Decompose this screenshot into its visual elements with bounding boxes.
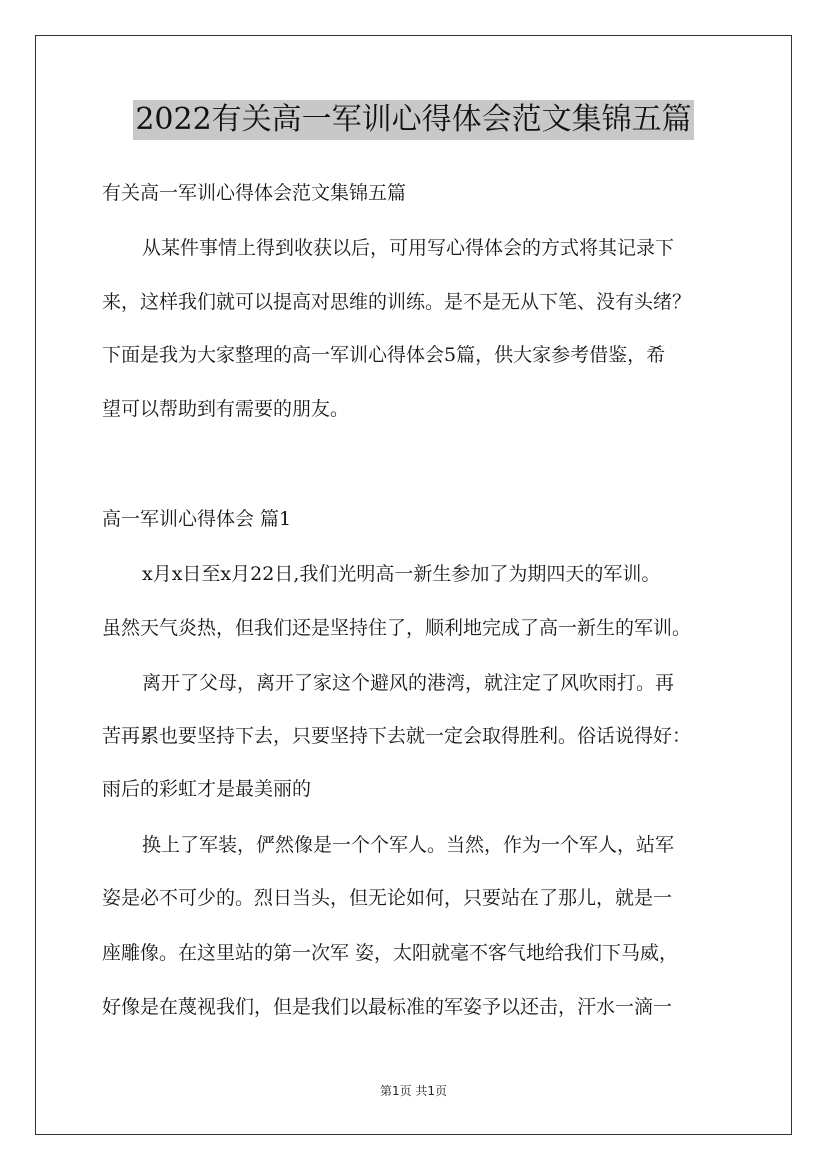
- body-line-8: 座雕像。在这里站的第一次军 姿，太阳就毫不客气地给我们下马威，: [102, 942, 679, 964]
- body-line-2: 虽然天气炎热，但我们还是坚持住了，顺利地完成了高一新生的军训。: [102, 617, 692, 639]
- body-line-4: 苦再累也要坚持下去，只要坚持下去就一定会取得胜利。俗话说得好：: [102, 725, 692, 747]
- section-heading: 高一军训心得体会 篇1: [102, 508, 292, 530]
- intro-line-1: 从某件事情上得到收获以后，可用写心得体会的方式将其记录下: [142, 237, 675, 259]
- body-line-7: 姿是必不可少的。烈日当头，但无论如何，只要站在了那儿，就是一: [102, 887, 673, 909]
- title-container: [0, 100, 827, 140]
- body-line-3: 离开了父母，离开了家这个避风的港湾，就注定了风吹雨打。再: [142, 672, 675, 694]
- page-number-footer: 第1页 共1页: [379, 1084, 448, 1098]
- body-line-6: 换上了军装，俨然像是一个个军人。当然，作为一个军人，站军: [142, 834, 675, 856]
- body-line-9: 好像是在蔑视我们，但是我们以最标准的军姿予以还击，汗水一滴一: [102, 996, 673, 1018]
- intro-line-2: 来，这样我们就可以提高对思维的训练。是不是无从下笔、没有头绪？: [102, 291, 692, 313]
- document-title: 2022有关高一军训心得体会范文集锦五篇: [133, 100, 693, 140]
- intro-line-4: 望可以帮助到有需要的朋友。: [102, 398, 350, 420]
- body-line-5: 雨后的彩虹才是最美丽的: [102, 778, 312, 800]
- intro-line-3: 下面是我为大家整理的高一军训心得体会5篇，供大家参考借鉴，希: [102, 344, 666, 366]
- body-line-1: x月x日至x月22日,我们光明高一新生参加了为期四天的军训。: [142, 563, 661, 585]
- document-subtitle: 有关高一军训心得体会范文集锦五篇: [102, 182, 407, 204]
